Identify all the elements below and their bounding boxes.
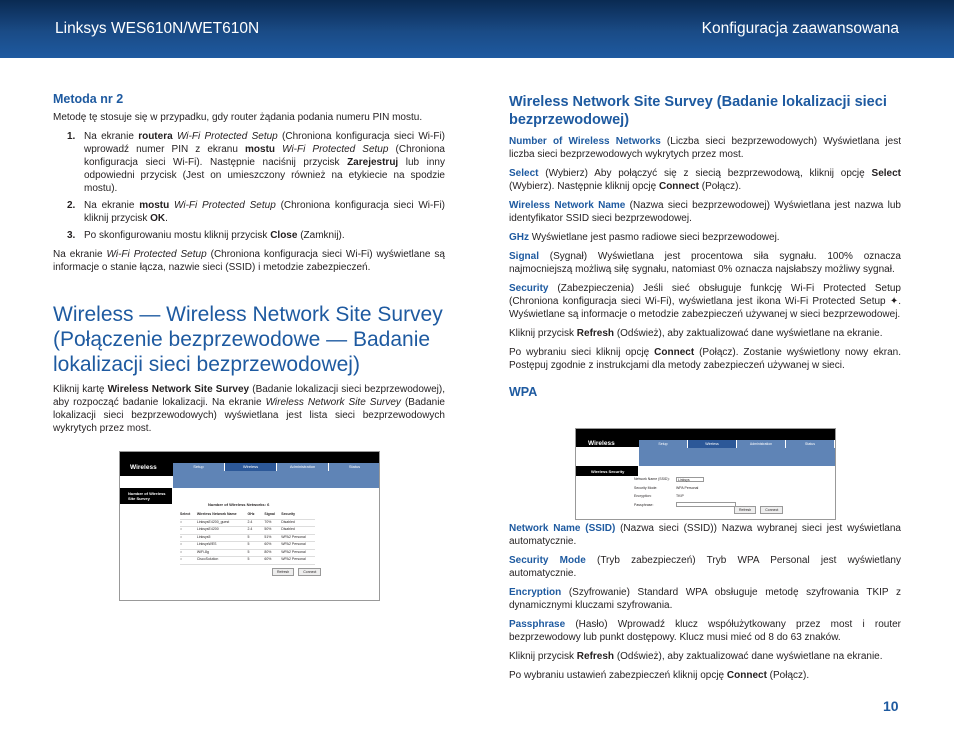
step-1: 1. Na ekranie routera Wi-Fi Protected Setup (Chroniona konfiguracja sieci Wi-Fi) wprowadź numer PIN z ekranu mostu Wi-Fi Protected Setup (Chroniona konfiguracja sieci Wi-Fi). Następnie naciśnij przycisk Zarejestruj lub inny odpowiedni przycisk (Jest on umieszczony również na etykiecie na spodzie mostu). <box>67 131 445 194</box>
section-title: Wireless — Wireless Network Site Survey (Połączenie bezprzewodowe — Badanie lokalizacji sieci bezprzewodowej) <box>53 303 443 376</box>
table-row: ○ LinksysWES 5 60% WPA2 Personal <box>180 542 315 550</box>
wpa-screenshot: Wireless Setup Wireless Administration Status Wireless Security Network Name (SSID): Linksys Security Mode: WPA Personal Encryption: TKIP Passphrase: Refresh Connect <box>575 428 836 520</box>
wpa-encryption: Encryption (Szyfrowanie) Standard WPA obsługuje metodę szyfrowania TKIP z dynamicznymi kluczami szyfrowania. <box>509 587 901 611</box>
item-networks: Number of Wireless Networks (Liczba sieci bezprzewodowych) Wyświetlana jest liczba sieci bezprzewodowych wykrytych przez most. <box>509 136 901 160</box>
method-title: Metoda nr 2 <box>53 92 124 106</box>
wpa-connect-line: Po wybraniu ustawień zabezpieczeń kliknij opcję Connect (Połącz). <box>509 670 810 681</box>
page-header <box>0 0 954 58</box>
step-3: 3. Po skonfigurowaniu mostu kliknij przycisk Close (Zamknij). <box>67 230 345 241</box>
step-2: 2. Na ekranie mostu Wi-Fi Protected Setup (Chroniona konfiguracja sieci Wi-Fi) kliknij przycisk OK. <box>67 200 446 224</box>
connect-button: Connect <box>760 506 783 514</box>
item-security: Security (Zabezpieczenia) Jeśli sieć obsługuje funkcję Wi-Fi Protected Setup (Chroniona konfiguracja sieci Wi-Fi), wyświetlana jest ikona Wi-Fi Protected Setup ✦. Wyświetlane są informacje o metodzie zabezpieczeń używanej w sieci bezprzewodowej. <box>509 283 901 320</box>
wpa-ssid: Network Name (SSID) (Nazwa sieci (SSID)) Nazwa wybranej sieci jest wyświetlana automatycznie. <box>509 523 901 547</box>
wpa-title: WPA <box>509 385 538 399</box>
table-row: ○ Linksys5 5 51% WPA2 Personal <box>180 535 315 543</box>
table-row: ○ CiscoSolution 5 60% WPA2 Personal <box>180 557 315 565</box>
wpa-passphrase: Passphrase (Hasło) Wprowadź klucz współużytkowany przez most i router bezprzewodowy lub punkt dostępowy. Klucz musi mieć od 8 do 63 znaków. <box>509 619 901 643</box>
survey-table <box>180 512 315 565</box>
connect-line: Po wybraniu sieci kliknij opcję Connect (Połącz). Zostanie wyświetlony nowy ekran. Postępuj zgodnie z instrukcjami dla metody zabezpieczeń używanej w sieci. <box>509 347 901 371</box>
header-product: Linksys WES610N/WET610N <box>55 20 260 37</box>
site-survey-screenshot: Wireless Setup Wireless Administration Status Number of Wireless Site Survey Number of Wireless Networks: 6 Select Wireless Network Name GHz Signal Security ○ LinksysE4200_guest 2.4 70% Disabled ○ LinksysE4200 2.4 50% Disabled ○ Linksys5 5 51% WPA2 Personal ○ LinksysWES 5 60% WPA2 Personal ○ WiFi-8g 5 80% WPA2 Personal ○ CiscoSolution 5 60% WPA2 Personal Refresh Connect <box>119 451 380 601</box>
item-select: Select (Wybierz) Aby połączyć się z siecią bezprzewodową, kliknij opcję Select (Wybierz). Następnie kliknij opcję Connect (Połącz). <box>509 168 901 192</box>
item-signal: Signal (Sygnał) Wyświetlana jest procentowa siła sygnału. 100% oznacza najmocniejszą możliwą siłę sygnału, natomiast 0% oznacza najsłabszy możliwy sygnał. <box>509 251 901 275</box>
table-header: Select Wireless Network Name GHz Signal Security <box>180 512 315 520</box>
screenshot-tabs: Setup Wireless Administration Status <box>173 463 380 471</box>
table-row: ○ WiFi-8g 5 80% WPA2 Personal <box>180 550 315 558</box>
refresh-button: Refresh <box>272 568 294 576</box>
screenshot-brand: Wireless <box>588 440 615 447</box>
wpa-form: Network Name (SSID): Linksys Security Mode: WPA Personal Encryption: TKIP Passphrase: <box>634 475 736 509</box>
right-section-title: Wireless Network Site Survey (Badanie lokalizacji sieci bezprzewodowej) <box>509 94 887 128</box>
wpa-refresh-line: Kliknij przycisk Refresh (Odśwież), aby zaktualizować dane wyświetlane na ekranie. <box>509 651 883 662</box>
left-column <box>53 93 445 441</box>
method-intro: Metodę tę stosuje się w przypadku, gdy router żądania podania numeru PIN mostu. <box>53 112 423 123</box>
page-number: 10 <box>883 698 899 714</box>
right-column <box>509 93 901 688</box>
refresh-line: Kliknij przycisk Refresh (Odśwież), aby zaktualizować dane wyświetlane na ekranie. <box>509 328 883 339</box>
item-ghz: GHz Wyświetlane jest pasmo radiowe sieci bezprzewodowej. <box>509 232 780 243</box>
header-section: Konfiguracja zaawansowana <box>701 20 899 37</box>
wpa-security-mode: Security Mode (Tryb zabezpieczeń) Tryb WPA Personal jest wyświetlany automatycznie. <box>509 555 901 579</box>
item-network-name: Wireless Network Name (Nazwa sieci bezprzewodowej) Wyświetlana jest nazwa lub identyfikator SSID sieci bezprzewodowej. <box>509 200 901 224</box>
connect-button: Connect <box>298 568 321 576</box>
section-body: Kliknij kartę Wireless Network Site Survey (Badanie lokalizacji sieci bezprzewodowej), aby rozpocząć badanie lokalizacji. Na ekranie Wireless Network Site Survey (Badanie lokalizacji sieci bezprzewodowych) wyświetlana jest lista sieci bezprzewodowych wykrytych przez most. <box>53 384 446 434</box>
table-row: ○ LinksysE4200_guest 2.4 70% Disabled <box>180 520 315 528</box>
steps-list <box>53 130 445 242</box>
refresh-button: Refresh <box>734 506 756 514</box>
screenshot-tabs: Setup Wireless Administration Status <box>639 440 835 448</box>
table-row: ○ LinksysE4200 2.4 50% Disabled <box>180 527 315 535</box>
wps-status-note: Na ekranie Wi-Fi Protected Setup (Chroniona konfiguracja sieci Wi-Fi) wyświetlane są informacje o stanie łącza, nazwie sieci (SSID) i metodzie zabezpieczeń. <box>53 249 445 273</box>
screenshot-brand: Wireless <box>130 464 157 471</box>
